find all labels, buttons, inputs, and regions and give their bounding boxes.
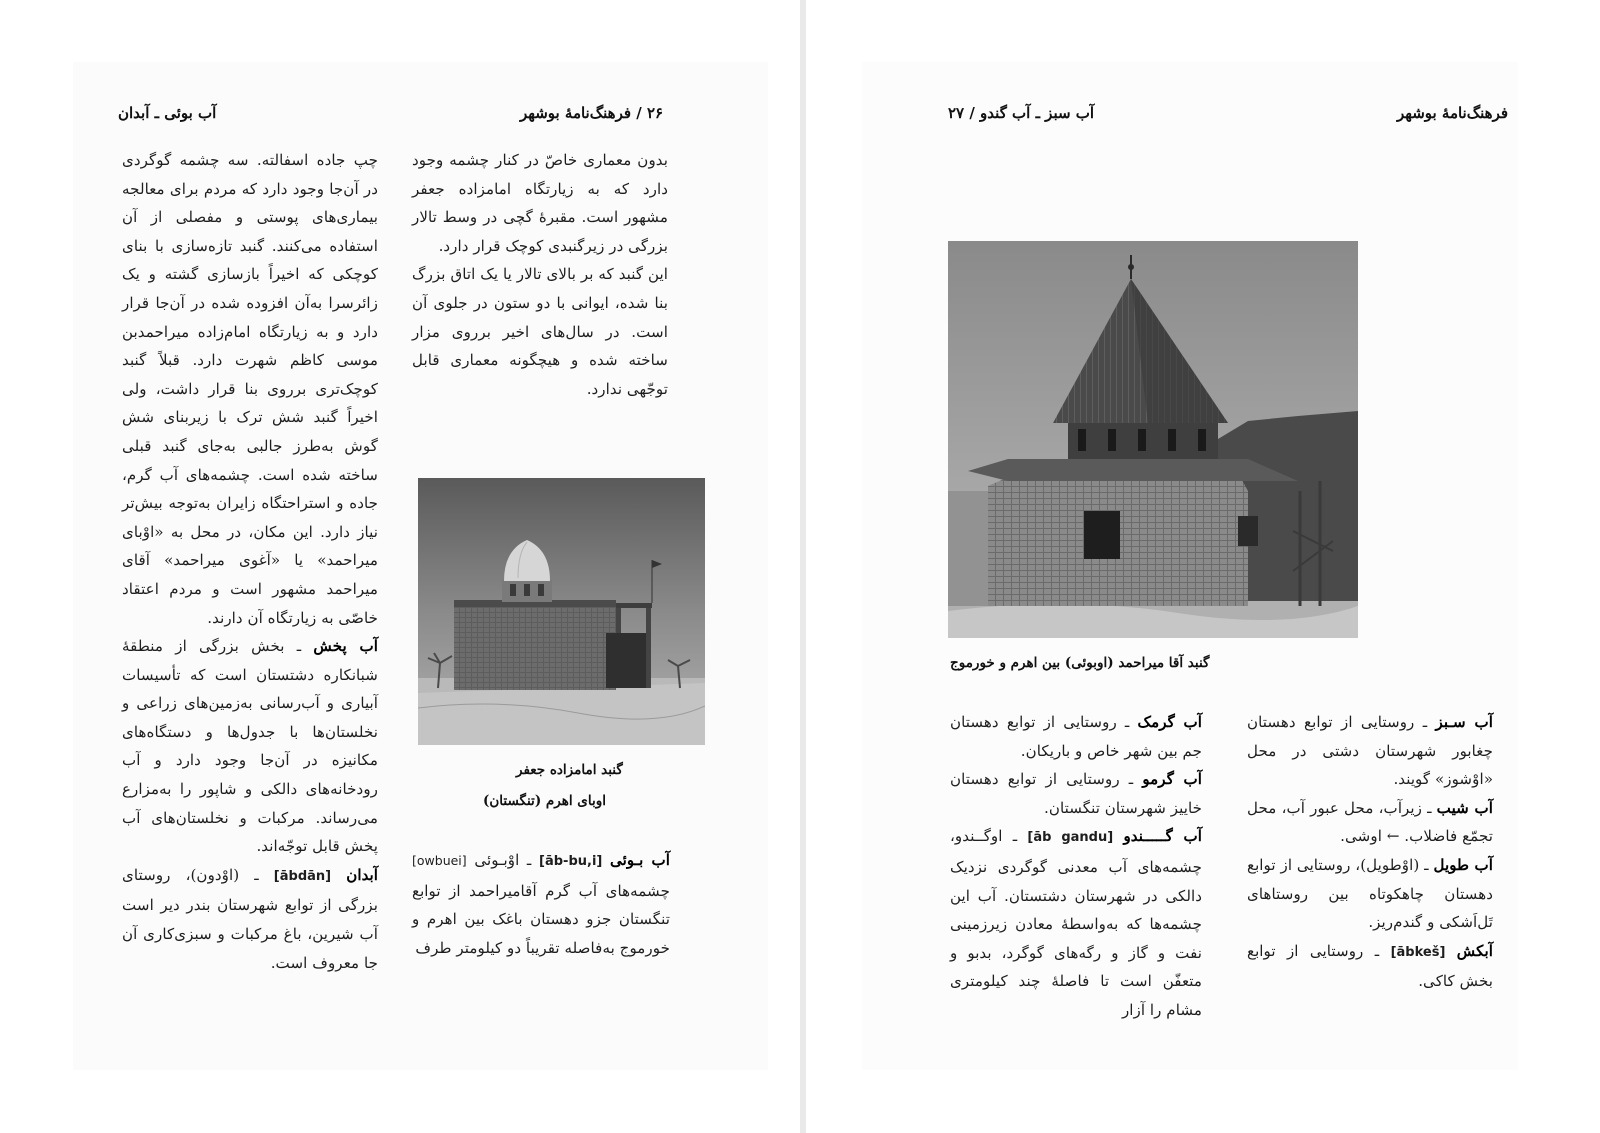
entry-abdan	[122, 861, 378, 977]
entry-text: ـ (اوْطویل)، روستایی از توابع دهستان چاهکوتاه بین روستاهای تَل‌اَشکی و گندم‌ریز.	[1247, 855, 1493, 932]
entry-text: ـ زیرآب، محل عبور آب، محل تجمّع فاضلاب. ← اوشی.	[1247, 798, 1493, 846]
photo-caption-line1: گنبد امامزاده جعفر	[516, 762, 623, 778]
photo-caption-line2: اوبای اهرم (تنگستان)	[483, 793, 606, 809]
entry-paragraph	[412, 846, 670, 962]
paragraph: این گنبد که بر بالای تالار یا یک اتاق بزرگ بنا شده، ایوانی با دو ستون در جلوی آن است. در سال‌های اخیر برروی مزار ساخته شده و هیچگونه معماری قابل توجّهی ندارد.	[412, 265, 668, 398]
entry-text: ـ (اوْدون)، روستای بزرگی از توابع شهرستان بندر دیر است آب شیرین، باغ مرکبات و سبزی‌کاری آن جا معروف است.	[122, 865, 378, 972]
dictionary-entry	[950, 765, 1202, 822]
right-running-title-left: آب سبز ـ آب گندو / ۲۷	[948, 104, 1095, 122]
right-page-right-column	[1247, 708, 1493, 996]
entry-text: ـ بخش بزرگی از منطقهٔ شبانکاره دشتستان است که تأسیسات آبیاری و آب‌رسانی به‌زمین‌های زراعی و نخلستان‌ها با جدول‌ها و دستگاه‌های مکانیزه در آن‌جا وجود دارد و آب رودخانه‌های دالکی و شاپور را به‌مزارع می‌رساند. مرکبات و نخلستان‌های آب پخش قابل توجّه‌اند.	[122, 637, 378, 856]
dictionary-entry	[950, 708, 1202, 765]
dictionary-entry	[1247, 794, 1493, 851]
entry-alt-form: ـ اوْبـوئی	[474, 851, 532, 869]
entry-ab-pakhsh	[122, 632, 378, 861]
entry-headword: آب سـبز	[1435, 713, 1494, 731]
entry-ab-bui	[412, 846, 670, 962]
dictionary-entry	[1247, 937, 1493, 996]
entry-transliteration: [āb-bu,i]	[539, 854, 603, 869]
right-page-left-column	[950, 708, 1202, 1025]
entry-headword: آب گـــــندو	[1123, 827, 1203, 846]
entry-headword: آب گرمو	[1142, 770, 1203, 789]
entry-headword: آب پخش	[313, 637, 378, 656]
continued-paragraph: چپ جاده اسفالته. سه چشمه گوگردی در آن‌جا وجود دارد که مردم برای معالجه بیماری‌های پوستی و مفصلی از آن استفاده می‌کنند. گنبد تازه‌سازی با بنای کوچکی که اخیراً بازسازی گشته و یک زائرسرا به‌آن افزوده شده در آن‌جا قرار دارد و به زیارتگاه امام‌زاده میراحمدبن موسی کاظم شهرت دارد. قبلاً گنبد کوچک‌تری برروی بنا قرار داشت، ولی اخیراً گنبد شش ترک با زیربنای شش گوش به‌طرز جالبی به‌جای گنبد قبلی ساخته شده است. چشمه‌های آب گرم، جاده و استراحتگاه زایران به‌توجه بیش‌تر نیاز دارد. این مکان، در محل به «اوْبای میراحمد» یا «آغوی میراحمد» آقای میراحمد مشهور است و مردم اعتقاد خاصّی به زیارتگاه آن دارند.	[122, 151, 378, 627]
dictionary-entry	[1247, 851, 1493, 937]
entry-headword: آبدان	[346, 865, 378, 884]
right-photo-caption: گنبد آقا میراحمد (اوبوئی) بین اهرم و خورموج	[950, 655, 1210, 671]
entry-text: چشمه‌های آب گرم آقامیراحمد از توابع تنگستان جزو دهستان باغک بین اهرم و خورموج به‌فاصله تقریباً دو کیلومتر طرف	[412, 881, 670, 957]
entry-text: ـ اوگــندو، چشمه‌های آب معدنی گوگردی نزدیک دالکی در شهرستان دشتستان. آب این چشمه‌ها که به‌واسطهٔ معادن زیرزمینی نفت و گاز و رگه‌های گوگرد، بدبو و متعفّن است تا فاصلهٔ چند کیلومتری مشام را آزار	[950, 827, 1202, 1019]
entry-transliteration: [ābdān]	[273, 868, 332, 884]
entry-headword: آب گرمک	[1137, 713, 1202, 731]
dictionary-entry	[1247, 708, 1493, 794]
left-running-title-left: آب بوئی ـ آبدان	[118, 104, 217, 122]
entry-alt-transliteration: [owbuei]	[412, 853, 467, 868]
entry-headword: آبکش	[1456, 941, 1493, 960]
left-running-title-right: ۲۶ / فرهنگ‌نامهٔ بوشهر	[520, 104, 664, 122]
entry-transliteration: [āb gandu]	[1027, 830, 1114, 846]
right-running-title-right: فرهنگ‌نامهٔ بوشهر	[1397, 104, 1509, 122]
dictionary-entry	[950, 822, 1202, 1024]
entry-text: ـ روستایی از توابع دهستان خاییز شهرستان تنگستان.	[950, 770, 1202, 817]
entry-headword: آب شیب	[1436, 798, 1493, 817]
entry-text: ـ روستایی از توابع بخش کاکی.	[1247, 941, 1493, 991]
book-gutter	[800, 0, 806, 1133]
entry-text: ـ روستایی از توابع دهستان چغابور شهرستان دشتی در محل «اوْشوز» گویند.	[1247, 713, 1493, 789]
entry-headword: آب طویل	[1433, 855, 1494, 874]
left-page-left-column	[122, 146, 378, 977]
photo-aqa-mirahmad	[948, 241, 1358, 638]
entry-text: ـ روستایی از توابع دهستان جم بین شهر خاص و باریکان.	[950, 713, 1202, 760]
left-page-right-column	[412, 146, 668, 403]
entry-transliteration: [ābkeš]	[1390, 944, 1446, 960]
paragraph: بدون معماری خاصّ در کنار چشمه وجود دارد که به زیارتگاه امامزاده جعفر مشهور است. مقبرهٔ گچی در وسط تالار بزرگی در زیرگنبدی کوچک قرار دارد.	[412, 151, 668, 255]
entry-headword: آب بـوئی	[610, 851, 671, 869]
photo-imamzadeh-jafar	[418, 478, 705, 745]
